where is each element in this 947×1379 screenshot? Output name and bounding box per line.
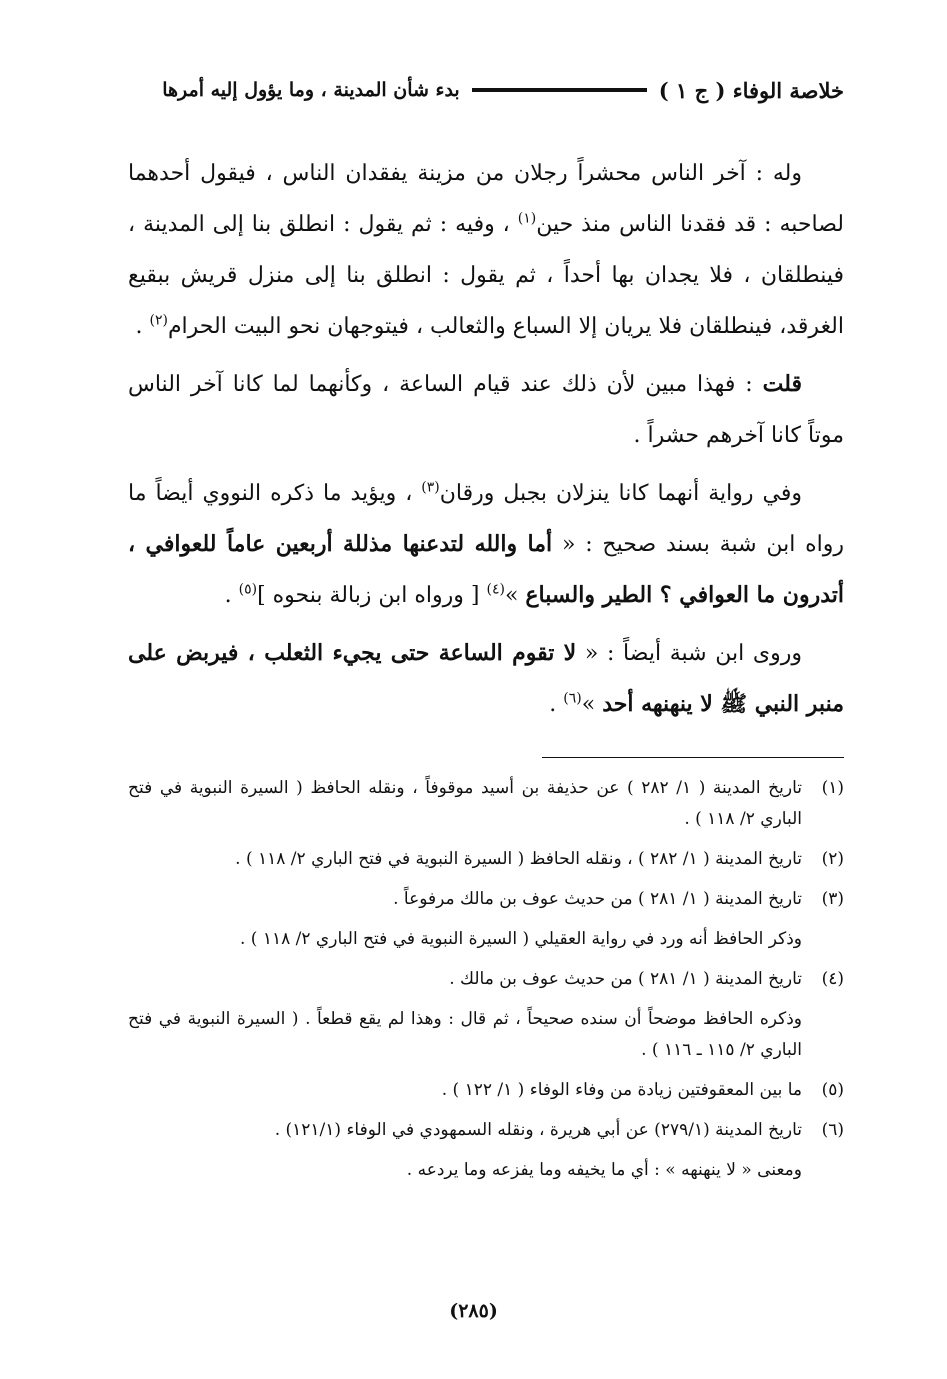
p1-text-1: وله : آخر الناس محشراً رجلان من مزينة يفقدان الناس ، فيقول أحدهما لصاحبه : قد فقدنا الناس منذ حين (128, 161, 844, 237)
header-rule (472, 88, 647, 92)
p1-text-3: . (135, 314, 150, 339)
p2-text: : فهذا مبين لأن ذلك عند قيام الساعة ، وكأنهما لما كانا آخر الناس موتاً كانا آخرهم حشراً . (128, 372, 844, 448)
p4-hadith-quote: لا تقوم الساعة حتى يجيء الثعلب ، فيربض على منبر النبي ﷺ لا ينهنهه أحد (128, 640, 844, 717)
footnote-number: (٦) (821, 1120, 844, 1140)
footnote-ref-6: (٦) (563, 690, 582, 707)
footnote-text: تاريخ المدينة ( ١/ ٢٨٢ ) ، ونقله الحافظ ( السيرة النبوية في فتح الباري ٢/ ١١٨ ) . (235, 849, 802, 869)
paragraph-3 (128, 468, 844, 621)
footnote-ref-5: (٥) (238, 581, 258, 598)
footnote-item (128, 1115, 844, 1146)
footnote-number: (٥) (821, 1080, 844, 1100)
footnote-text: تاريخ المدينة ( ١/ ٢٨٢ ) عن حذيفة بن أسيد موقوفاً ، ونقله الحافظ ( السيرة النبوية في فتح الباري ٢/ ١١٨ ) . (128, 778, 802, 829)
footnote-item (128, 844, 844, 875)
p2-bold-label: قلت (762, 371, 802, 397)
main-text (128, 148, 844, 737)
p3-text-3: » (504, 583, 526, 608)
footnote-text: تاريخ المدينة ( ١/ ٢٨١ ) من حديث عوف بن مالك مرفوعاً . (393, 889, 802, 909)
footnote-continuation: وذكره الحافظ موضحاً أن سنده صحيحاً ، ثم قال : وهذا لم يقع قطعاً . ( السيرة النبوية في فتح الباري ٢/ ١١٥ ـ ١١٦ ) . (128, 1009, 802, 1060)
p3-hadith-quote: أما والله لتدعنها مذللة أربعين عاماً للعوافي ، أتدرون ما العوافي ؟ الطير والسباع (128, 531, 844, 608)
footnote-number: (٢) (821, 849, 844, 869)
p1-text-2: ، وفيه : ثم يقول : انطلق بنا إلى المدينة ، فينطلقان ، فلا يجدان بها أحداً ، ثم يقول : انطلق بنا إلى منزل قريش ببقيع الغرقد، فينطلقان فلا يريان إلا السباع والثعالب ، فيتوجهان نحو البيت الحرام (128, 212, 844, 339)
p3-text-1: وفي رواية أنهما كانا ينزلان بجبل ورقان (439, 481, 802, 506)
footnote-ref-4: (٤) (486, 581, 505, 598)
footnote-number: (٤) (821, 969, 844, 989)
footnote-item (128, 773, 844, 835)
running-header (110, 70, 844, 110)
chapter-title: بدء شأن المدينة ، وما يؤول إليه أمرها (162, 79, 460, 101)
footnote-ref-2: (٢) (149, 312, 168, 329)
footnote-separator (542, 757, 844, 758)
p3-text-4: [ ورواه ابن زبالة بنحوه ] (257, 583, 487, 608)
p3-text-5: . (224, 583, 239, 608)
p4-text-3: . (549, 692, 564, 717)
page-number: (٢٨٥) (449, 1300, 498, 1322)
footnotes (128, 773, 844, 1195)
p4-text-1: وروى ابن شبة أيضاً : « (576, 641, 802, 666)
footnote-text: تاريخ المدينة (٢٧٩/١) عن أبي هريرة ، ونقله السمهودي في الوفاء (١٢١/١) . (274, 1120, 802, 1140)
footnote-ref-1: (١) (517, 210, 537, 227)
footnote-item (128, 884, 844, 915)
footnote-number: (٣) (821, 889, 844, 909)
paragraph-2 (128, 359, 844, 461)
paragraph-4 (128, 628, 844, 730)
footnote-continuation: ومعنى « لا ينهنهه » : أي ما يخيفه وما يفزعه وما يردعه . (406, 1160, 802, 1180)
p4-text-2: » (581, 692, 603, 717)
footnote-ref-3: (٣) (421, 479, 440, 496)
paragraph-1 (128, 148, 844, 352)
footnote-number: (١) (821, 778, 844, 798)
footnote-continuation: وذكر الحافظ أنه ورد في رواية العقيلي ( السيرة النبوية في فتح الباري ٢/ ١١٨ ) . (240, 929, 802, 949)
footnote-item (128, 1075, 844, 1106)
p3-text-2: ، ويؤيد ما ذكره النووي أيضاً ما رواه ابن شبة بسند صحيح : « (128, 481, 844, 557)
book-title: خلاصة الوفاء ( ج ١ ) (658, 77, 844, 103)
footnote-item (128, 964, 844, 995)
footnote-text: تاريخ المدينة ( ١/ ٢٨١ ) من حديث عوف بن مالك . (449, 969, 802, 989)
footnote-text: ما بين المعقوفتين زيادة من وفاء الوفاء ( ١/ ١٢٢ ) . (441, 1080, 802, 1100)
